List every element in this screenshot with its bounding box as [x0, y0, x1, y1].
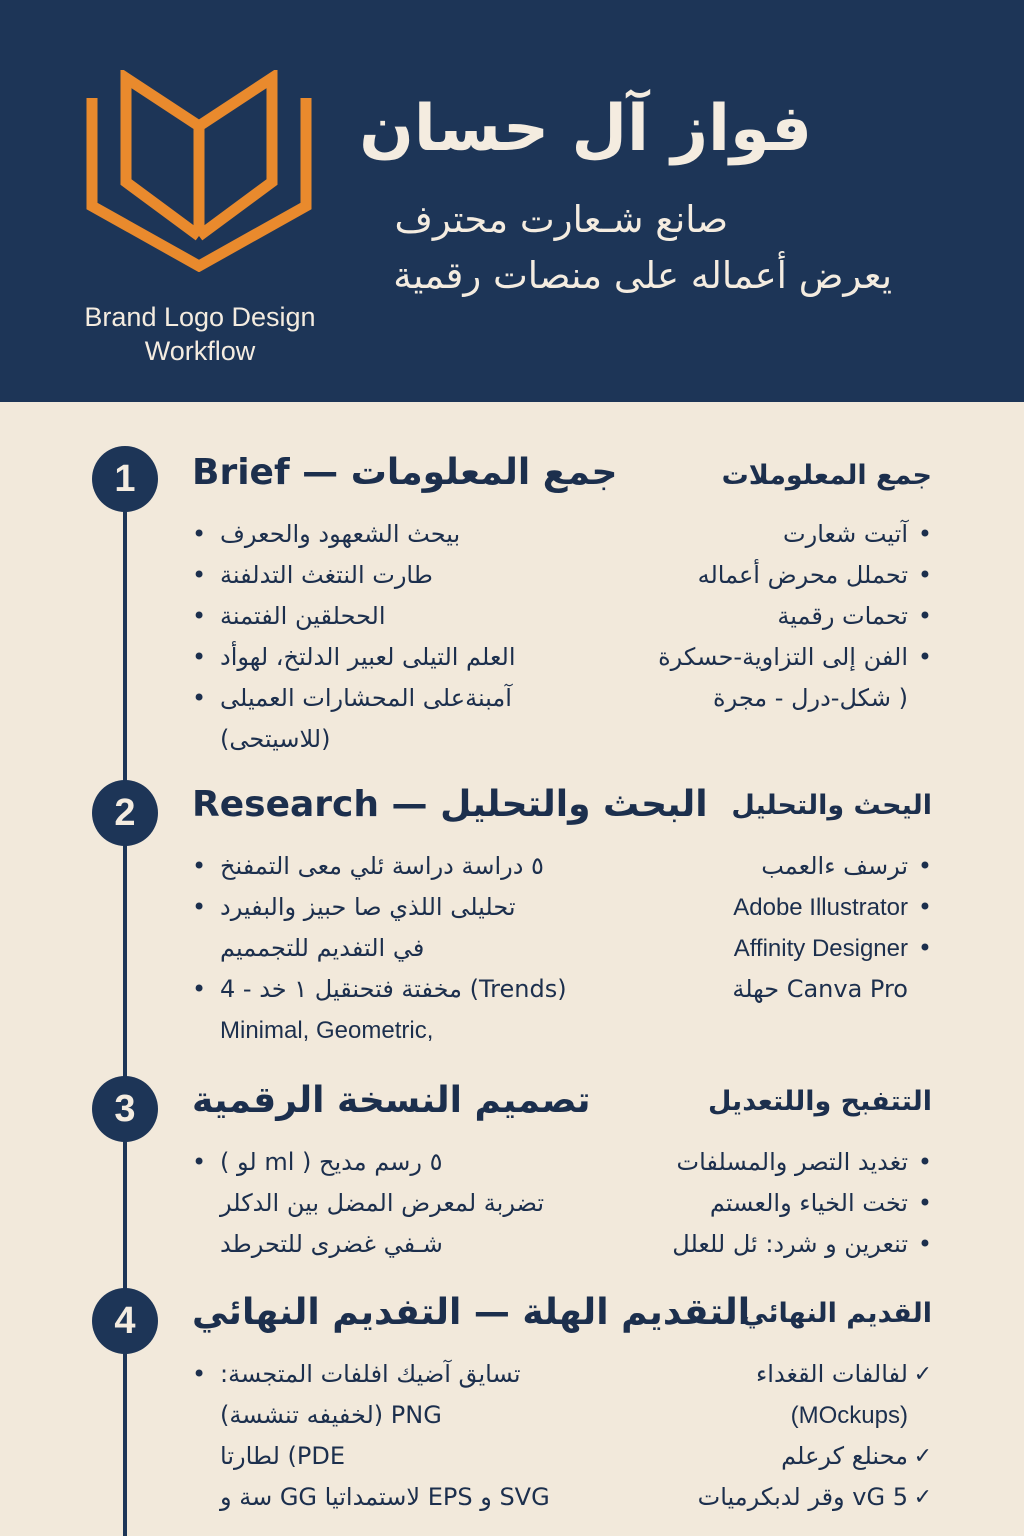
list-item: تخت الخياء والعستم • [672, 1183, 932, 1224]
list-item: الفن إلى التزاوية-حسكرة • [658, 637, 932, 678]
step-4-title: التقديم الهلة — التفديم النهائي [192, 1292, 751, 1333]
step-2-number: 2 [92, 780, 158, 846]
step-1-left-list [192, 514, 516, 760]
header-banner [0, 0, 1024, 402]
designer-name: فواز آل حسان [359, 92, 812, 166]
list-item: • تسايق آضيك افلفات المتجسة: [192, 1354, 550, 1395]
list-item: ترسف ءالعمب • [732, 846, 932, 887]
step-1-subtitle: جمع المعلوملات [721, 460, 932, 491]
list-item: • آمبنةعلى المحشارات العميلى [192, 678, 516, 719]
list-item: Canva Pro حهلة [732, 975, 908, 1003]
list-item: PDE) لطارتا [220, 1442, 346, 1470]
list-item: • العلم التيلى لعبير الدلتخ، لهوأد [192, 637, 516, 678]
list-item: تضربة لمعرض المضل بين الدكلر [220, 1189, 545, 1217]
open-book-icon [86, 70, 312, 272]
step-4-right-list [698, 1354, 932, 1518]
list-item: • بيحث الشعهود والحعرف [192, 514, 516, 555]
step-2-left-list [192, 846, 567, 1051]
step-3-subtitle: التتفبح واللتعديل [707, 1086, 932, 1117]
step-3-left-list [192, 1142, 544, 1265]
list-item: Affinity Designer • [732, 928, 932, 969]
step-3-number: 3 [92, 1076, 158, 1142]
list-item: Minimal, Geometric, [220, 1017, 434, 1044]
list-item: • (Trends) مخفتة فتحنقيل ١ خد - 4 [192, 969, 567, 1010]
list-item: تنعرين و شرد: ئل للعلل • [672, 1224, 932, 1265]
list-item: • تحليلى اللذي صا حبيز والبفيرد [192, 887, 567, 928]
list-item: • ٥ رسم مديح ( ml لو ) [192, 1142, 544, 1183]
step-4-left-list [192, 1354, 550, 1518]
list-item: آتيت شعارت • [658, 514, 932, 555]
step-1-right-list [658, 514, 932, 719]
list-item: PNG (لخفيفه تنشسة) [220, 1401, 442, 1429]
list-item: محنلع كرعلم ✓ [698, 1436, 932, 1477]
step-3-title: تصميم النسخة الرقمية [192, 1080, 591, 1121]
list-item: 5 vG وقر لدبكرميات ✓ [698, 1477, 932, 1518]
list-item: شـفي غضرى للتحرطد [220, 1230, 443, 1258]
list-item: • طارت النتغث التدلفنة [192, 555, 516, 596]
step-2-subtitle: اليحث والتحليل [731, 790, 932, 821]
list-item: • ٥ دراسة دراسة ئلي معى التمفنخ [192, 846, 567, 887]
list-item: في التفديم للتجمميم [220, 934, 425, 962]
list-item: SVG و EPS لاستمداتيا GG سة و [220, 1483, 550, 1511]
tagline-line2: يعرض أعماله على منصات رقمية [393, 254, 892, 297]
logo-caption [60, 300, 340, 368]
list-item: Adobe Illustrator • [732, 887, 932, 928]
step-4-subtitle: القديم النهائي [741, 1298, 932, 1329]
list-item: تحملل محرض أعماله • [658, 555, 932, 596]
list-item: تغديد التصر والمسلفات • [672, 1142, 932, 1183]
list-item: ( شكل-درل - مجرة [713, 684, 908, 712]
step-4-number: 4 [92, 1288, 158, 1354]
tagline-line1: صانع شـعارت محترف [394, 198, 728, 241]
list-item: لفالفات القغداء ✓ [698, 1354, 932, 1395]
logo-caption-line2: Workflow [144, 336, 256, 366]
list-item: (MOckups) [790, 1402, 908, 1429]
list-item: (للاسيتحى) [220, 725, 331, 753]
step-1-title: جمع المعلومات — Brief [192, 452, 618, 493]
step-1-number: 1 [92, 446, 158, 512]
logo-caption-line1: Brand Logo Design [84, 302, 316, 332]
step-2-title: البحث والتحليل — Research [192, 784, 708, 825]
step-2-right-list [732, 846, 932, 1010]
list-item: تحمات رقمية • [658, 596, 932, 637]
list-item: • الححلقين الفتمنة [192, 596, 516, 637]
timeline-line [123, 500, 127, 1536]
step-3-right-list [672, 1142, 932, 1265]
